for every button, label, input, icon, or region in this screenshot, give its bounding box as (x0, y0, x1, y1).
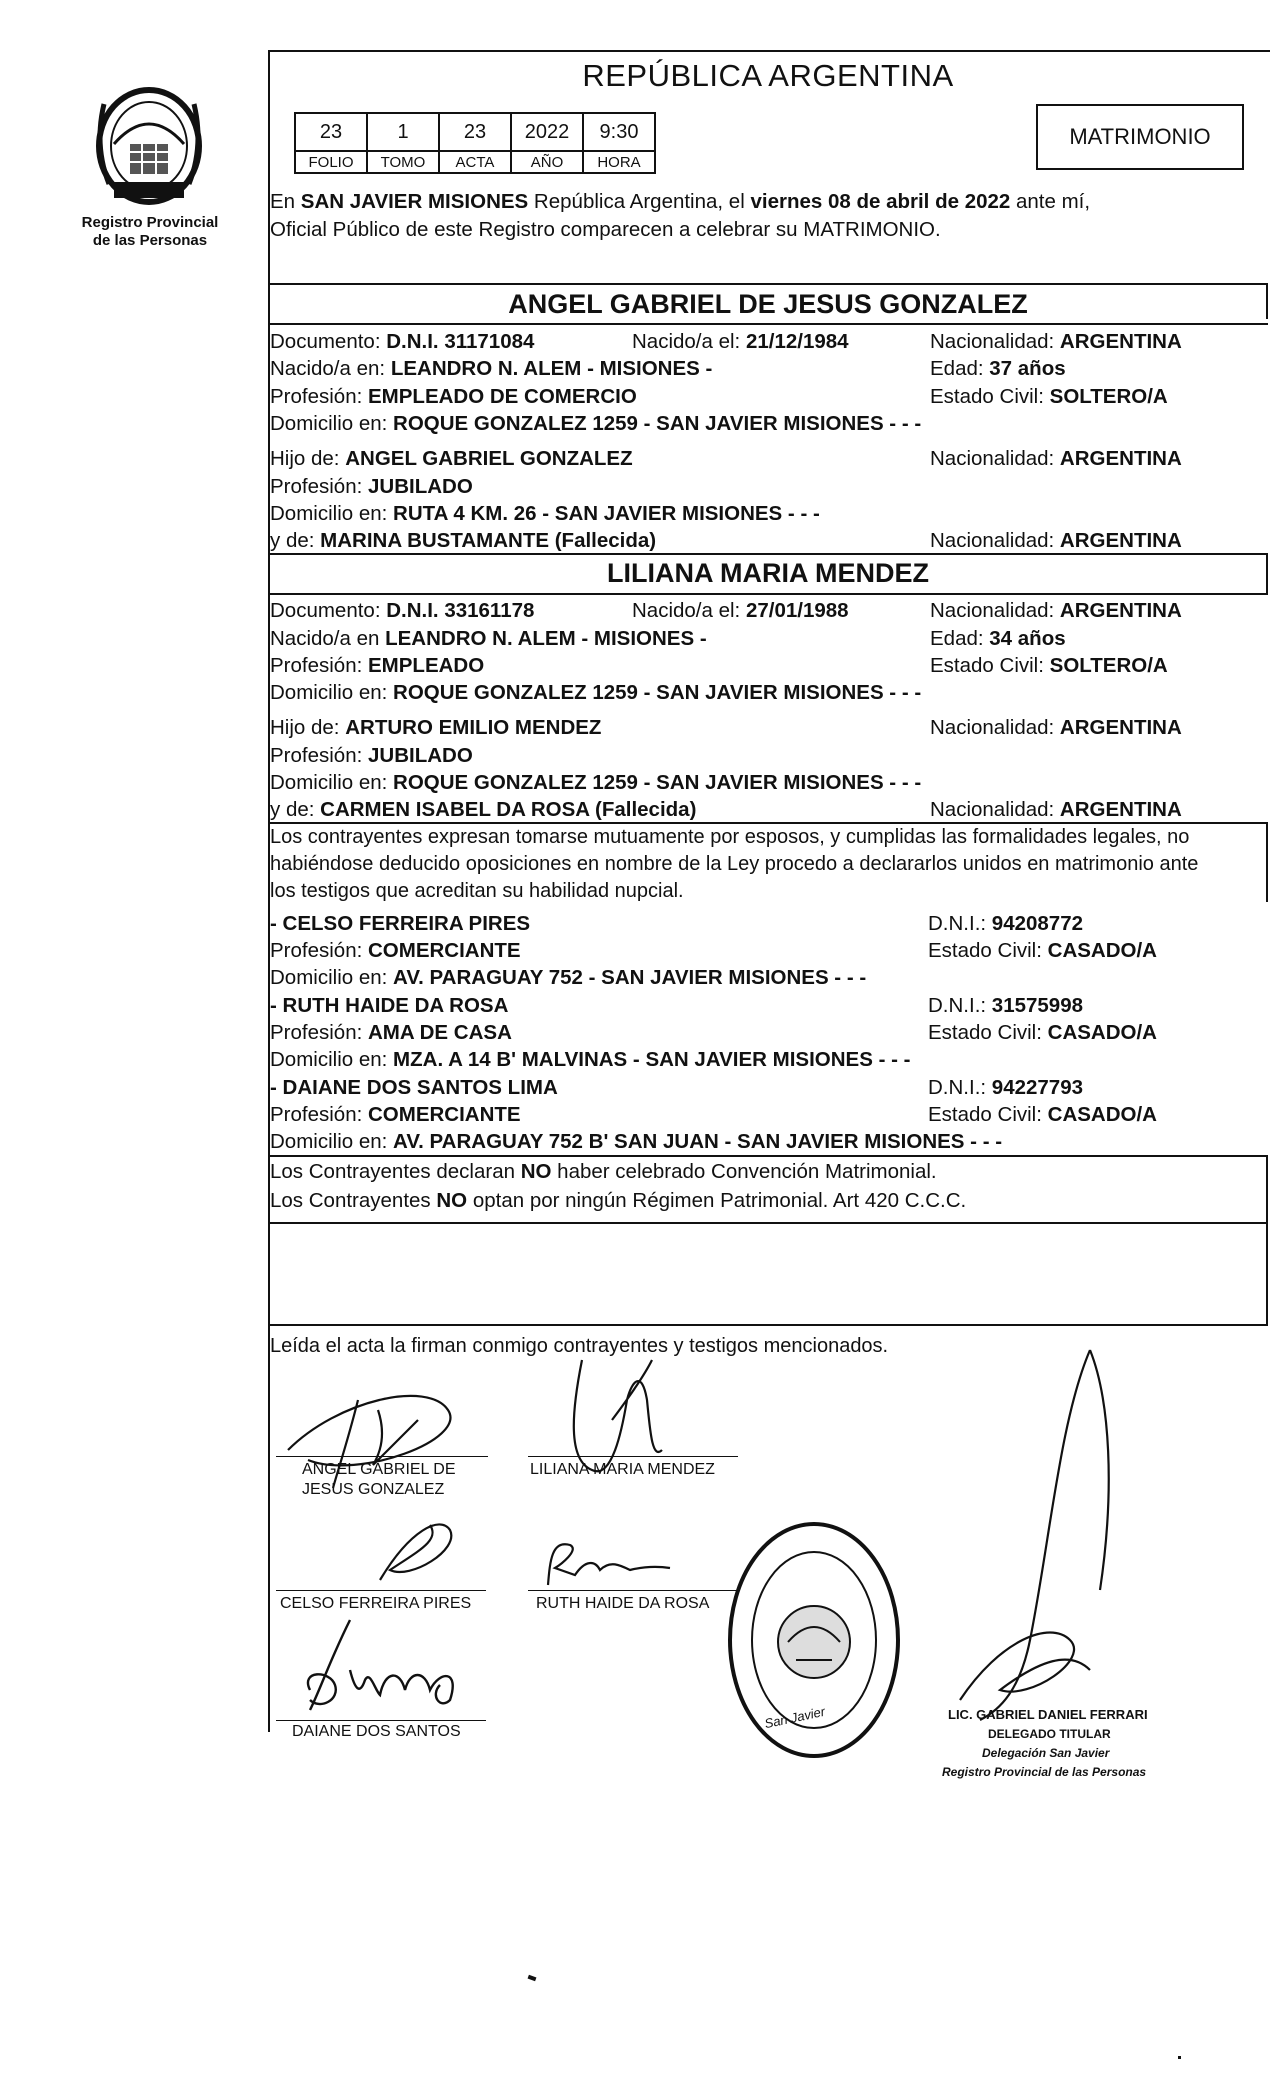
text: haber celebrado Convención Matrimonial. (551, 1160, 937, 1183)
label: Hijo de: (270, 716, 346, 739)
witness2-name (270, 992, 508, 1019)
value: LEANDRO N. ALEM - MISIONES - (385, 627, 707, 650)
value: EMPLEADO (368, 654, 485, 677)
value: LEANDRO N. ALEM - MISIONES - (390, 357, 713, 380)
intro-text: ante mí, (1010, 190, 1091, 213)
signature-label-witness2: RUTH HAIDE DA ROSA (536, 1595, 710, 1612)
value: - CELSO FERREIRA PIRES (270, 912, 531, 935)
right-border (1266, 822, 1268, 902)
value: 31575998 (991, 994, 1084, 1017)
spouse1-father-profession (270, 473, 473, 500)
witness1-civil-status (928, 937, 1157, 964)
scan-speck (528, 1975, 537, 1981)
label: Nacido/a el: (632, 599, 746, 622)
hour-value: 9:30 (583, 113, 655, 151)
signature-line (276, 1590, 486, 1591)
signature-label-line: ANGEL GABRIEL DE (302, 1461, 456, 1478)
witness3-address (270, 1128, 1002, 1155)
value: D.N.I. 31171084 (386, 330, 535, 353)
divider (268, 1324, 1268, 1326)
text: Los Contrayentes (270, 1189, 437, 1212)
label: Nacionalidad: (930, 447, 1060, 470)
label: Estado Civil: (930, 654, 1050, 677)
signature-line (276, 1720, 486, 1721)
value: AV. PARAGUAY 752 B' SAN JUAN - SAN JAVIER MISIONES - - - (393, 1130, 1003, 1153)
folio-label: FOLIO (295, 151, 367, 173)
spouse1-document (270, 328, 534, 355)
logo-caption-line2: de las Personas (92, 232, 208, 249)
spouse2-address (270, 679, 921, 706)
value: ANGEL GABRIEL GONZALEZ (345, 447, 633, 470)
regime-line-2 (270, 1187, 966, 1214)
signature-label-spouse1 (302, 1460, 456, 1500)
value: RUTA 4 KM. 26 - SAN JAVIER MISIONES - - - (393, 502, 820, 525)
witness3-civil-status (928, 1101, 1157, 1128)
label: Documento: (270, 330, 387, 353)
signature-witness3 (290, 1610, 490, 1720)
divider (268, 323, 1268, 325)
label: Nacionalidad: (930, 330, 1060, 353)
value: 37 años (989, 357, 1066, 380)
label: Profesión: (270, 475, 368, 498)
value: ROQUE GONZALEZ 1259 - SAN JAVIER MISIONES - - - (393, 771, 922, 794)
year-label: AÑO (511, 151, 583, 173)
value: ARGENTINA (1059, 447, 1182, 470)
value: COMERCIANTE (368, 1103, 521, 1126)
value: MZA. A 14 B' MALVINAS - SAN JAVIER MISIONES - - - (393, 1048, 911, 1071)
hour-label: HORA (583, 151, 655, 173)
acta-value: 23 (439, 113, 511, 151)
spouse2-birth-date (632, 597, 849, 624)
label: Domicilio en: (270, 681, 394, 704)
acta-label: ACTA (439, 151, 511, 173)
value: ROQUE GONZALEZ 1259 - SAN JAVIER MISIONES - - - (393, 412, 922, 435)
signature-label-spouse2: LILIANA MARIA MENDEZ (530, 1461, 715, 1478)
spouse2-nationality (930, 597, 1182, 624)
witness2-dni (928, 992, 1083, 1019)
closing-text: Leída el acta la firman conmigo contrayentes y testigos mencionados. (270, 1335, 889, 1357)
label: D.N.I.: (928, 1076, 992, 1099)
value: ARGENTINA (1059, 798, 1182, 821)
declaration-line-2: habiéndose deducido oposiciones en nombre de la Ley procedo a declararlos unidos en matrimonio ante (270, 853, 1199, 875)
stamp-bottom-text: San Javier (763, 1703, 827, 1732)
spouse2-father-address (270, 769, 921, 796)
spouse1-father-address (270, 500, 820, 527)
value: 94227793 (991, 1076, 1084, 1099)
value: 27/01/1988 (745, 599, 849, 622)
spouse1-birth-date (632, 328, 849, 355)
declaration-line-3: los testigos que acreditan su habilidad nupcial. (270, 880, 684, 902)
label: Nacionalidad: (930, 529, 1060, 552)
label: Profesión: (270, 939, 368, 962)
witness2-address (270, 1046, 910, 1073)
label: Nacionalidad: (930, 798, 1060, 821)
declaration-line-1: Los contrayentes expresan tomarse mutuamente por esposos, y cumplidas las formalidades legales, no (270, 826, 1190, 848)
spouse2-father-nationality (930, 714, 1182, 741)
intro-place: SAN JAVIER MISIONES (300, 190, 529, 213)
witness3-name (270, 1074, 558, 1101)
spouse1-name: ANGEL GABRIEL DE JESUS GONZALEZ (508, 289, 1028, 319)
spouse1-father (270, 445, 633, 472)
spouse1-mother-nationality (930, 527, 1182, 554)
witness2-civil-status (928, 1019, 1157, 1046)
spouse1-nationality (930, 328, 1182, 355)
value: MARINA BUSTAMANTE (Fallecida) (320, 529, 657, 552)
spouse1-profession (270, 383, 637, 410)
value: CASADO/A (1047, 939, 1157, 962)
value: CASADO/A (1047, 1103, 1157, 1126)
value: SOLTERO/A (1049, 385, 1168, 408)
label: Domicilio en: (270, 771, 394, 794)
right-border (1266, 1155, 1268, 1325)
value: - DAIANE DOS SANTOS LIMA (270, 1076, 558, 1099)
value: 21/12/1984 (745, 330, 849, 353)
signature-witness2 (540, 1530, 680, 1590)
value: COMERCIANTE (368, 939, 521, 962)
spouse2-birth-place (270, 625, 707, 652)
spouse1-father-nationality (930, 445, 1182, 472)
label: Domicilio en: (270, 966, 394, 989)
spouse2-civil-status (930, 652, 1168, 679)
intro-text: En (270, 190, 301, 213)
logo-caption (60, 214, 240, 250)
witness1-address (270, 964, 866, 991)
value: 34 años (989, 627, 1066, 650)
act-data-table (294, 112, 656, 174)
label: Estado Civil: (930, 385, 1050, 408)
label: Domicilio en: (270, 412, 394, 435)
official-delegation: Delegación San Javier (982, 1746, 1110, 1760)
label: Profesión: (270, 385, 368, 408)
spouse2-age (930, 625, 1066, 652)
label: Profesión: (270, 654, 368, 677)
witness3-dni (928, 1074, 1083, 1101)
label: Estado Civil: (928, 1103, 1048, 1126)
value: JUBILADO (368, 744, 473, 767)
witness1-dni (928, 910, 1083, 937)
tomo-value: 1 (367, 113, 439, 151)
act-type-box: MATRIMONIO (1036, 104, 1244, 170)
tomo-label: TOMO (367, 151, 439, 173)
value: ARTURO EMILIO MENDEZ (345, 716, 602, 739)
value: D.N.I. 33161178 (386, 599, 535, 622)
value: ARGENTINA (1059, 330, 1182, 353)
label: D.N.I.: (928, 994, 992, 1017)
spouse1-civil-status (930, 383, 1168, 410)
signature-label-witness3: DAIANE DOS SANTOS (292, 1723, 461, 1740)
witness1-name (270, 910, 530, 937)
text: optan por ningún Régimen Patrimonial. Art 420 C.C.C. (467, 1189, 967, 1212)
regime-line-1 (270, 1158, 937, 1185)
value: ROQUE GONZALEZ 1259 - SAN JAVIER MISIONES - - - (393, 681, 922, 704)
folio-value: 23 (295, 113, 367, 151)
intro-date: viernes 08 de abril de 2022 (750, 190, 1011, 213)
label: Domicilio en: (270, 1130, 394, 1153)
label: Profesión: (270, 1103, 368, 1126)
value: ARGENTINA (1059, 599, 1182, 622)
label: Nacido/a en: (270, 357, 391, 380)
official-stamp (726, 1520, 902, 1760)
label: Nacionalidad: (930, 716, 1060, 739)
official-registry: Registro Provincial de las Personas (942, 1765, 1147, 1779)
witness2-profession (270, 1019, 512, 1046)
label: Nacido/a en (270, 627, 386, 650)
divider (268, 283, 1268, 285)
signature-label-witness1: CELSO FERREIRA PIRES (280, 1595, 472, 1612)
value: ARGENTINA (1059, 529, 1182, 552)
signature-witness1 (370, 1510, 480, 1590)
label: Domicilio en: (270, 1048, 394, 1071)
value: EMPLEADO DE COMERCIO (368, 385, 637, 408)
value: 94208772 (991, 912, 1084, 935)
text-bold: NO (520, 1160, 552, 1183)
intro-text: República Argentina, el (528, 190, 751, 213)
spouse2-mother (270, 796, 696, 823)
value: JUBILADO (368, 475, 473, 498)
label: Profesión: (270, 744, 368, 767)
official-name: LIC. GABRIEL DANIEL FERRARI (948, 1707, 1148, 1722)
province-seal-logo (84, 74, 214, 214)
divider (268, 553, 1268, 555)
spouse1-age (930, 355, 1066, 382)
label: y de: (270, 798, 321, 821)
divider (268, 593, 1268, 595)
value: ARGENTINA (1059, 716, 1182, 739)
label: Estado Civil: (928, 1021, 1048, 1044)
witness3-profession (270, 1101, 521, 1128)
value: CARMEN ISABEL DA ROSA (Fallecida) (320, 798, 697, 821)
spouse1-address (270, 410, 921, 437)
signature-label-line: JESUS GONZALEZ (302, 1481, 445, 1498)
document-title: REPÚBLICA ARGENTINA (582, 58, 954, 93)
value: AMA DE CASA (368, 1021, 512, 1044)
label: Domicilio en: (270, 502, 394, 525)
text: Los Contrayentes declaran (270, 1160, 521, 1183)
spouse1-mother (270, 527, 656, 554)
scan-speck (1178, 2056, 1181, 2059)
value: - RUTH HAIDE DA ROSA (270, 994, 509, 1017)
divider (268, 1155, 1268, 1157)
spouse2-father-profession (270, 742, 473, 769)
spouse2-mother-nationality (930, 796, 1182, 823)
intro-line-1 (270, 188, 1090, 215)
label: Edad: (930, 627, 990, 650)
label: Profesión: (270, 1021, 368, 1044)
label: Estado Civil: (928, 939, 1048, 962)
text-bold: NO (436, 1189, 468, 1212)
value: CASADO/A (1047, 1021, 1157, 1044)
signature-line (276, 1456, 488, 1457)
divider (268, 1222, 1268, 1224)
spouse2-profession (270, 652, 484, 679)
spouse1-birth-place (270, 355, 712, 382)
signature-line (528, 1456, 738, 1457)
label: Documento: (270, 599, 387, 622)
witness1-profession (270, 937, 521, 964)
label: Edad: (930, 357, 990, 380)
label: D.N.I.: (928, 912, 992, 935)
official-title: DELEGADO TITULAR (988, 1727, 1111, 1741)
spouse2-document (270, 597, 534, 624)
value: SOLTERO/A (1049, 654, 1168, 677)
label: Nacido/a el: (632, 330, 746, 353)
label: Hijo de: (270, 447, 346, 470)
logo-caption-line1: Registro Provincial (81, 214, 219, 231)
intro-line-2: Oficial Público de este Registro comparecen a celebrar su MATRIMONIO. (270, 218, 941, 241)
label: Nacionalidad: (930, 599, 1060, 622)
label: y de: (270, 529, 321, 552)
spouse2-father (270, 714, 601, 741)
signature-line (528, 1590, 738, 1591)
signature-official (940, 1340, 1170, 1740)
value: AV. PARAGUAY 752 - SAN JAVIER MISIONES - - - (393, 966, 867, 989)
spouse2-name: LILIANA MARIA MENDEZ (607, 558, 929, 588)
year-value: 2022 (511, 113, 583, 151)
